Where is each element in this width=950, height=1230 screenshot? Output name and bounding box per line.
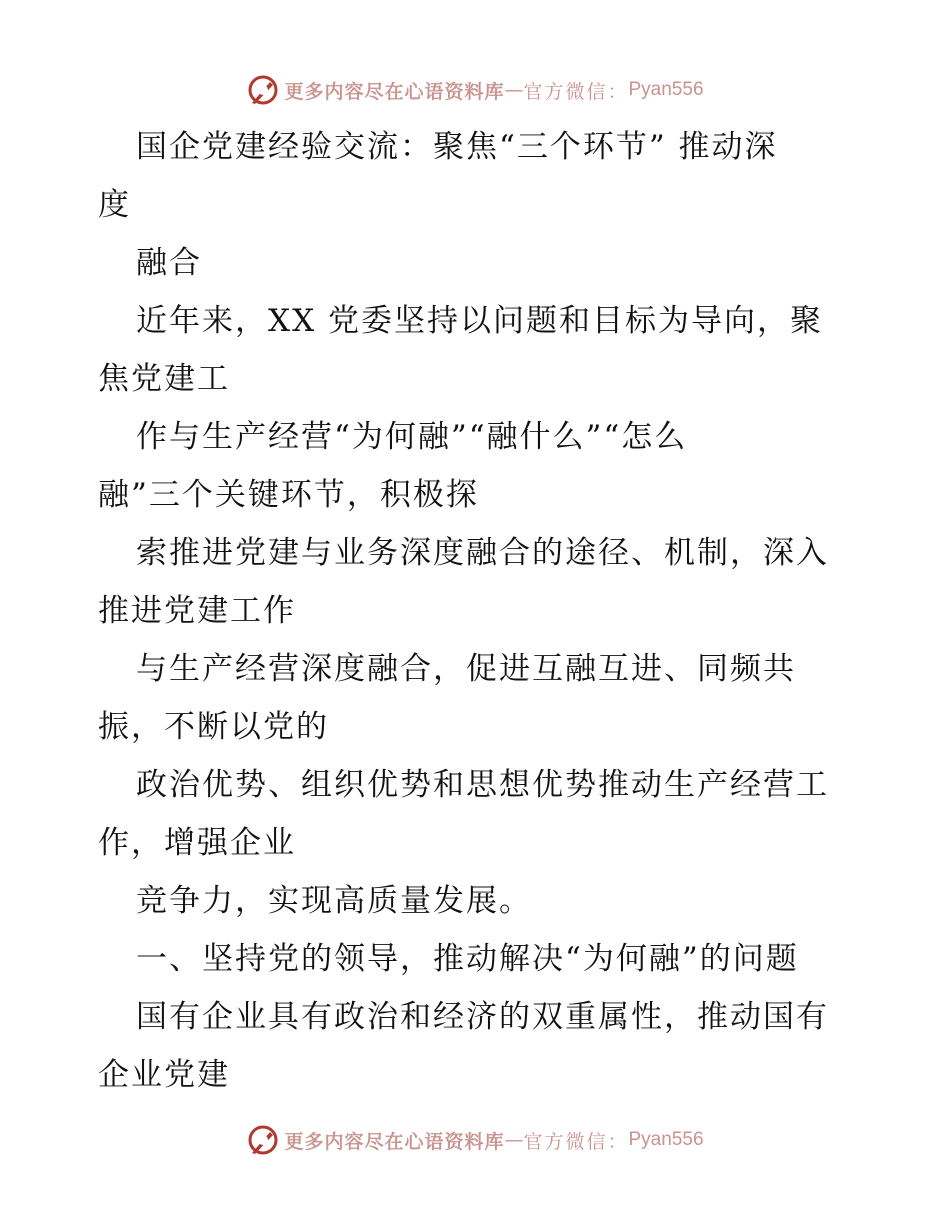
text-line: 融合 [136,245,202,281]
banner-wechat-id: Pyan556 [628,79,704,100]
text-line: 一、坚持党的领导，推动解决“为何融”的问题 [136,941,799,977]
text-line: 索推进党建与业务深度融合的途径、机制，深入 [136,535,829,571]
banner-brand: 更多内容尽在心语资料库 [284,1130,505,1153]
text-line: 政治优势、组织优势和思想优势推动生产经营工 [136,767,829,803]
banner-brand: 更多内容尽在心语资料库 [284,80,505,103]
footer-banner [0,1120,950,1160]
text-line: 推进党建工作 [98,593,296,629]
quill-logo-icon [246,73,280,107]
text-line: 国有企业具有政治和经济的双重属性，推动国有 [136,999,829,1035]
text-line: 竞争力，实现高质量发展。 [136,883,532,919]
banner-official-label: 官方微信： [523,80,629,103]
banner-separator: — [504,79,524,101]
banner-separator: — [504,1129,524,1151]
quill-logo-icon [246,1123,280,1157]
text-line: 企业党建 [98,1057,230,1093]
banner-official-label: 官方微信： [523,1130,629,1153]
banner-wechat-id: Pyan556 [628,1129,704,1150]
text-line: 度 [98,187,131,223]
text-line: 振，不断以党的 [98,709,329,745]
text-line: 作，增强企业 [98,825,296,861]
text-line: 焦党建工 [98,361,230,397]
text-line: 与生产经营深度融合，促进互融互进、同频共 [136,651,796,687]
document-body [98,118,858,1104]
text-line: 融”三个关键环节，积极探 [98,477,479,513]
header-banner [0,70,950,110]
text-line: 作与生产经营“为何融”“融什么”“怎么 [136,419,688,455]
text-line: 近年来，XX 党委坚持以问题和目标为导向，聚 [136,303,823,339]
text-line: 国企党建经验交流：聚焦“三个环节” 推动深 [136,129,778,165]
